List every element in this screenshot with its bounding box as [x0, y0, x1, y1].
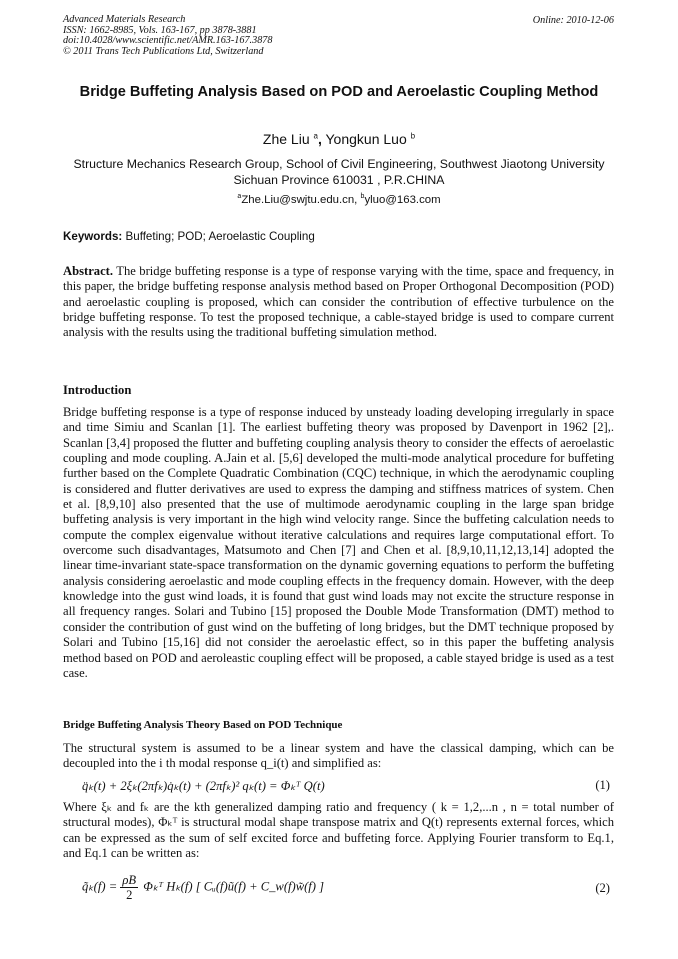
equation-1-number: (1) — [595, 778, 610, 792]
equation-2 — [82, 873, 614, 902]
keywords-text: Buffeting; POD; Aeroelastic Coupling — [125, 230, 315, 243]
author-2: Yongkun Luo — [325, 131, 407, 147]
author-separator: , — [317, 131, 322, 147]
journal-meta — [63, 15, 272, 57]
equation-1 — [82, 778, 614, 794]
affiliation-line-2: Sichuan Province 610031 , P.R.CHINA — [233, 173, 445, 187]
theory-text: The structural system is assumed to be a linear system and have the classical damping, which can be decoupled into the i th modal response q_i(t) and simplified as: — [63, 741, 614, 771]
author-1: Zhe Liu — [262, 131, 310, 147]
author-1-mark: a — [313, 131, 318, 141]
email-2[interactable]: yluo@163.com — [364, 194, 441, 206]
email-line — [0, 194, 678, 206]
email-1[interactable]: Zhe.Liu@swjtu.edu.cn, — [241, 194, 358, 206]
keywords-label: Keywords: — [63, 230, 123, 243]
email-1-mark: a — [237, 193, 242, 201]
intro-heading: Introduction — [63, 383, 132, 397]
where-paragraph: Where ξₖ and fₖ are the kth generalized damping ratio and frequency ( k = 1,2,...n , n = total number of structural modes), Φₖᵀ is structural modal shape transpose matrix and Q(t) represents external forces, which can be expressed as the sum of self excited force and buffeting force. Applying Fourier transform to Eq.1, and Eq.1 can be written as: — [63, 800, 614, 861]
equation-2-fraction — [120, 873, 138, 902]
theory-heading: Bridge Buffeting Analysis Theory Based on POD Technique — [63, 719, 343, 731]
equation-2-denominator: 2 — [126, 888, 133, 902]
copyright-line: © 2011 Trans Tech Publications Ltd, Switzerland — [63, 45, 264, 57]
online-date: Online: 2010-12-06 — [532, 15, 614, 26]
equation-2-rhs: Φₖᵀ Hₖ(f) [ Cᵤ(f)ũ(f) + C_w(f)w̃(f) ] — [143, 879, 325, 894]
affiliation-line-1: Structure Mechanics Research Group, School of Civil Engineering, Southwest Jiaotong University — [73, 157, 605, 171]
equation-2-number: (2) — [595, 881, 610, 895]
email-2-mark: b — [360, 193, 365, 201]
intro-text: Bridge buffeting response is a type of response induced by unsteady loading developing irregularly in space and time Simiu and Scanlan [1]. The earliest buffeting theory was proposed by Davenport in 1962 [2],. Scanlan [3,4] proposed the flutter and buffeting coupling analysis theory to consider the effects of aeroelastic coupling and mode coupling. A.Jain et al. [5,6] developed the multi-mode analytical procedure for buffeting further based on the Complete Quadratic Combination (CQC) technique, in which the aerodynamic coupling is considered and flutter derivatives are used to express the damping and stiffness matrices of system. Chen et al. [8,9,10] also presented that the use of multimode aerodynamic coupling in the large span bridge buffeting analysis is very important in the high wind velocity range. Since the buffeting calculation needs to compute the complex eigenvalue without iterative calculations and requires large computational effort. To overcome such disadvantages, Matsumoto and Chen [7] and Chen et al. [8,9,10,11,12,13,14] adopted the linear time-invariant state-space transformation on the dynamic governing equations to perform the buffeting analysis considering aeroelastic and mode coupling effects in the frequency domain. However, with the deep knowledge into the gust wind loads, it is found that gust wind loads may not excite the structure response in all frequency ranges. Solari and Tubino [15] proposed the Double Mode Transformation (DMT) method to consider the contribution of gust wind on the buffeting of long bridges, but the DMT technique proposed by Solari and Tubino [15,16] did not consider the aeroelastic effect, so in this paper the buffeting analysis method based on POD and aeroleastic coupling effect will be proposed, a cable stayed bridge is used as a test case. — [63, 405, 614, 680]
author-line — [0, 131, 678, 147]
author-2-mark: b — [410, 131, 416, 141]
equation-2-numerator: ρB — [122, 873, 137, 887]
abstract-text: The bridge buffeting response is a type of response varying with the time, space and frequency, in this paper, the bridge buffeting response analysis method based on Proper Orthogonal Decomposition (POD) and aeroelastic coupling is proposed, which can consider the contribution of effective turbulence on the bridge buffeting response. To test the proposed technique, a cable-stayed bridge is used to compare current analysis with the results using the traditional buffeting simulation method. — [63, 264, 614, 340]
journal-name: Advanced Materials Research — [63, 14, 186, 25]
doi-line: doi:10.4028/www.scientific.net/AMR.163-167.3878 — [63, 35, 273, 47]
abstract — [63, 264, 614, 341]
affiliation — [40, 156, 638, 188]
keywords — [63, 230, 315, 243]
equation-2-lhs: q̃ₖ(f) = — [82, 879, 118, 894]
paper-title: Bridge Buffeting Analysis Based on POD and Aeroelastic Coupling Method — [79, 84, 599, 100]
equation-1-body: q̈ₖ(t) + 2ξₖ(2πfₖ)q̇ₖ(t) + (2πfₖ)² qₖ(t) = Φₖᵀ Q(t) — [82, 779, 325, 793]
abstract-label: Abstract. — [63, 264, 114, 278]
issn-line: ISSN: 1662-8985, Vols. 163-167, pp 3878-3881 — [63, 24, 257, 36]
